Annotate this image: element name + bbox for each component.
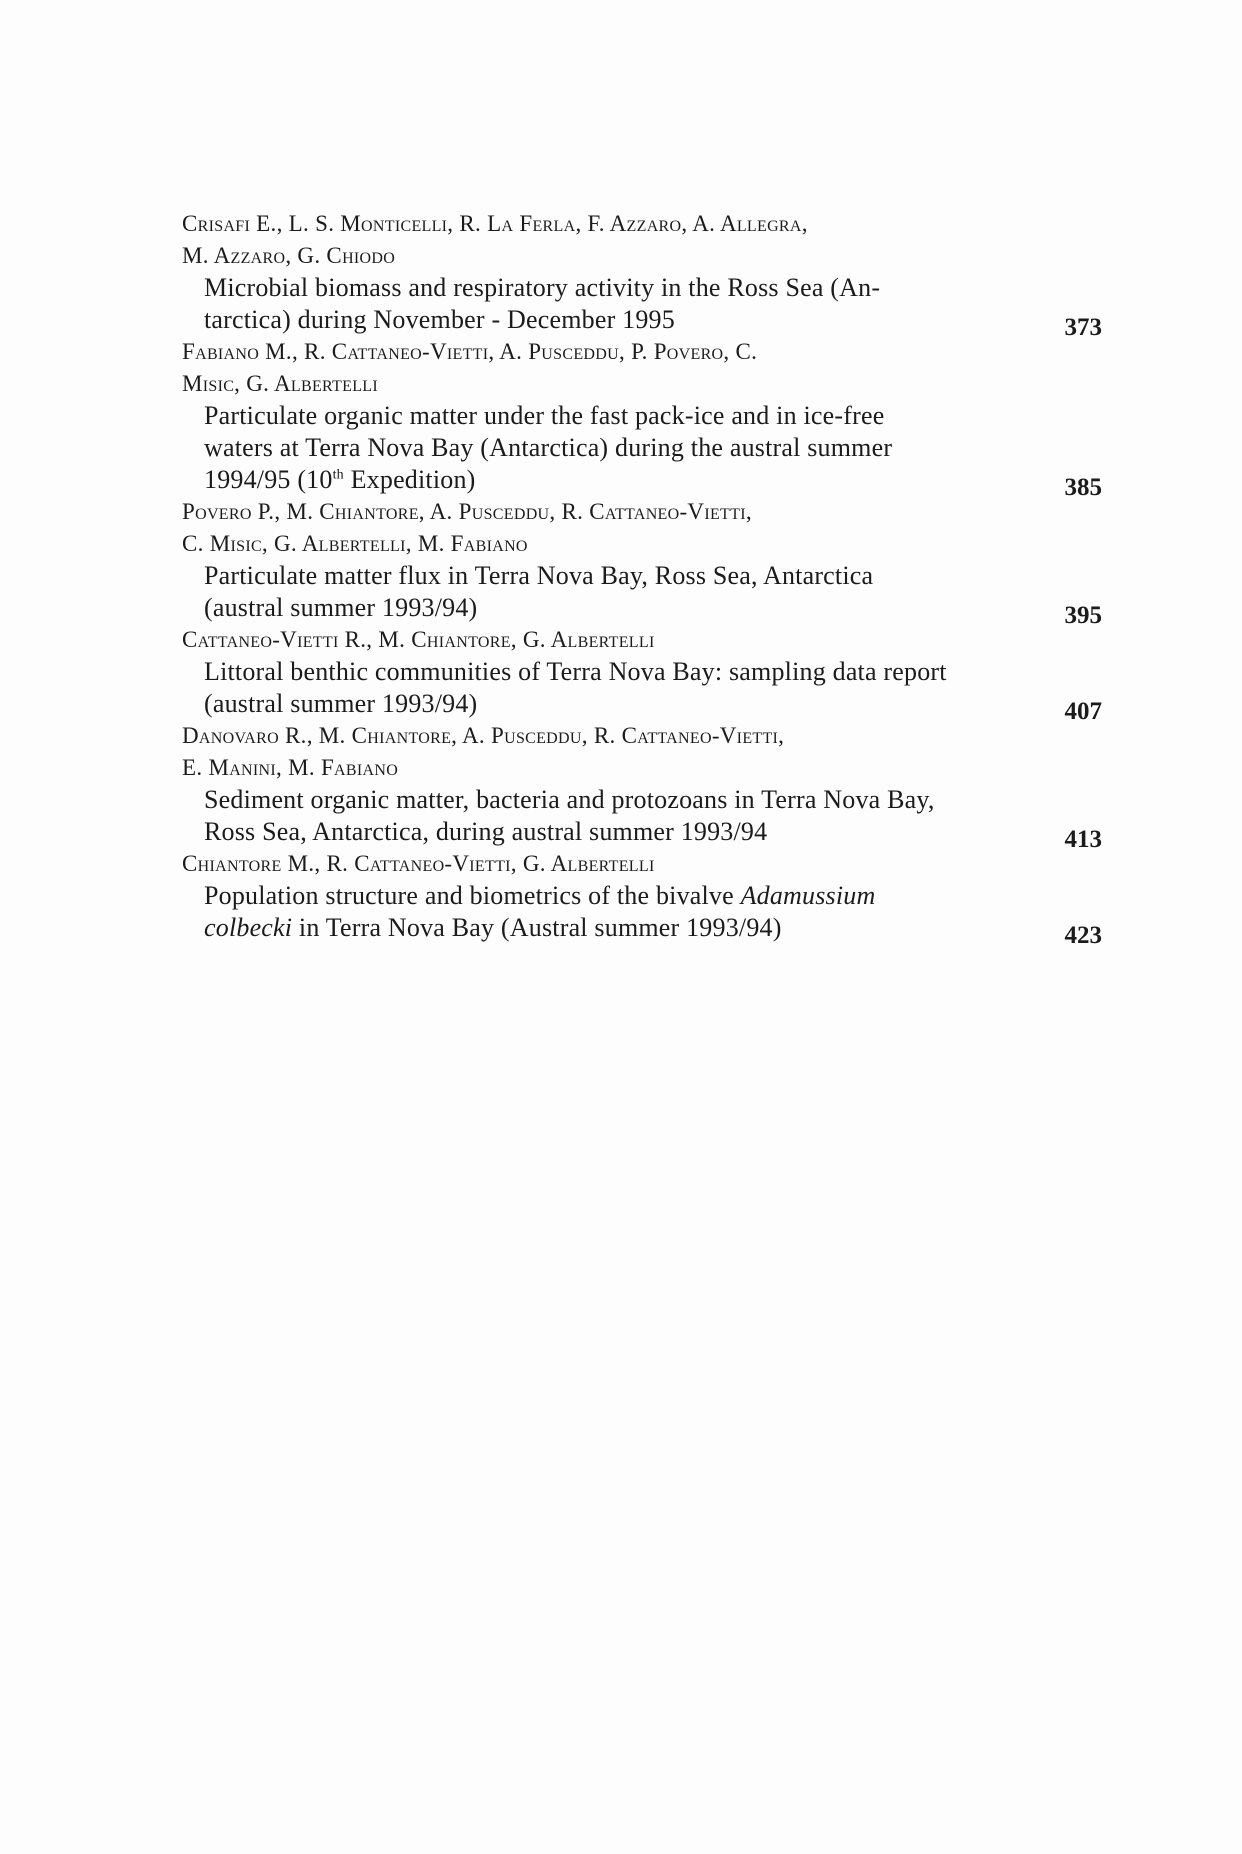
page-number: 385 <box>1064 474 1102 501</box>
title-line: Particulate matter flux in Terra Nova Bay, Ross Sea, Antarctica <box>204 561 874 590</box>
title-line: (austral summer 1993/94) <box>204 689 478 718</box>
entry-authors <box>182 848 982 880</box>
title-line: (austral summer 1993/94) <box>204 593 478 622</box>
toc-entry <box>182 496 1102 629</box>
page-number: 423 <box>1064 922 1102 949</box>
entry-authors <box>182 208 982 272</box>
authors-line: Fabiano M., R. Cattaneo-Vietti, A. Pusceddu, P. Povero, C. <box>182 339 758 364</box>
table-of-contents <box>182 208 1102 949</box>
title-line: Sediment organic matter, bacteria and protozoans in Terra Nova Bay, <box>204 785 935 814</box>
species-name: Adamussium <box>740 881 876 910</box>
entry-title <box>182 656 982 720</box>
entry-authors <box>182 496 982 560</box>
title-text: Population structure and biometrics of the bivalve <box>204 881 741 910</box>
authors-line: Crisafi E., L. S. Monticelli, R. La Ferla, F. Azzaro, A. Allegra, <box>182 211 808 236</box>
species-name: colbecki <box>204 913 293 942</box>
authors-line: E. Manini, M. Fabiano <box>182 755 399 780</box>
authors-line: M. Azzaro, G. Chiodo <box>182 243 396 268</box>
page-number: 407 <box>1064 698 1102 725</box>
toc-entry <box>182 624 1102 725</box>
entry-authors <box>182 336 982 400</box>
entry-title <box>182 880 982 944</box>
page-number: 373 <box>1064 314 1102 341</box>
entry-title <box>182 400 982 496</box>
entry-authors <box>182 624 982 656</box>
entry-authors <box>182 720 982 784</box>
authors-line: Chiantore M., R. Cattaneo-Vietti, G. Albertelli <box>182 851 655 876</box>
title-text: 1994/95 (10 <box>204 465 333 494</box>
title-text: Expedition) <box>343 465 476 494</box>
title-line: tarctica) during November - December 1995 <box>204 305 675 334</box>
authors-line: Danovaro R., M. Chiantore, A. Pusceddu, R. Cattaneo-Vietti, <box>182 723 785 748</box>
page-number: 413 <box>1064 826 1102 853</box>
title-text: in Terra Nova Bay (Austral summer 1993/94) <box>292 913 782 942</box>
authors-line: C. Misic, G. Albertelli, M. Fabiano <box>182 531 528 556</box>
toc-entry <box>182 720 1102 853</box>
authors-line: Cattaneo-Vietti R., M. Chiantore, G. Albertelli <box>182 627 655 652</box>
title-line: Littoral benthic communities of Terra Nova Bay: sampling data report <box>204 657 947 686</box>
toc-entry <box>182 336 1102 501</box>
ordinal-superscript: th <box>332 467 344 483</box>
title-line: Ross Sea, Antarctica, during austral summer 1993/94 <box>204 817 768 846</box>
toc-entry <box>182 208 1102 341</box>
title-line <box>204 464 982 496</box>
authors-line: Misic, G. Albertelli <box>182 371 378 396</box>
title-line: Particulate organic matter under the fast pack-ice and in ice-free <box>204 401 885 430</box>
title-line <box>204 880 982 912</box>
entry-title <box>182 560 982 624</box>
page-number: 395 <box>1064 602 1102 629</box>
toc-entry <box>182 848 1102 949</box>
authors-line: Povero P., M. Chiantore, A. Pusceddu, R. Cattaneo-Vietti, <box>182 499 752 524</box>
title-line: waters at Terra Nova Bay (Antarctica) during the austral summer <box>204 433 893 462</box>
title-line: Microbial biomass and respiratory activity in the Ross Sea (An- <box>204 273 881 302</box>
entry-title <box>182 272 982 336</box>
title-line <box>204 912 982 944</box>
entry-title <box>182 784 982 848</box>
